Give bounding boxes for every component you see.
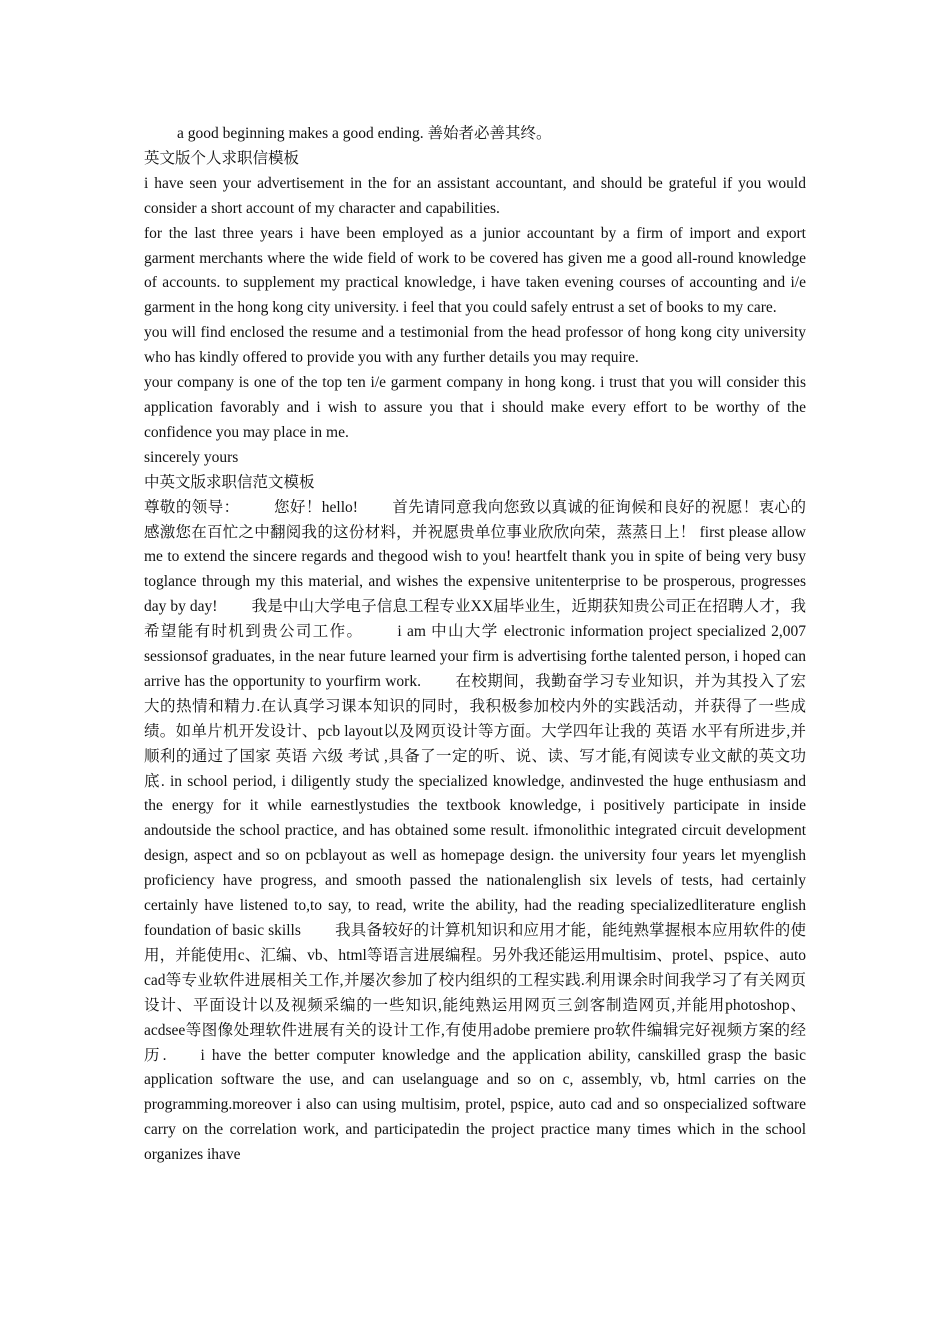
- letter2-sentence-1-cn: 首先请同意我向您致以真诚的征询候和良好的祝愿！衷心的感激您在百忙之中翻阅我的这份材料，并祝愿贵单位事业欣欣向荣，蒸蒸日上！: [144, 498, 806, 541]
- section-title-bilingual-letter: 中英文版求职信范文模板: [144, 473, 315, 491]
- letter2-sentence-4-en: i have the better computer knowledge and the application ability, canskilled grasp the basic application software the use, and can uselanguage and so on c, assembly, vb, html carries on the programming.moreover i also can using multisim, protel, pspice, auto cad and so onspecialized software carry on the correlation work, and participatedin the project practice many times which in the school organizes ihave: [144, 1046, 806, 1164]
- letter2-sentence-2-cn: 我是中山大学电子信息工程专业XX届毕业生，近期获知贵公司正在招聘人才，我希望能有时机到贵公司工作。: [144, 598, 807, 641]
- letter1-paragraph-3: you will find enclosed the resume and a testimonial from the head professor of hong kong city university who has kindly offered to provide you with any further details you may require.: [144, 324, 806, 367]
- letter1-closing: sincerely yours: [144, 448, 239, 466]
- letter2-sentence-2-en: i am 中山大学 electronic information project specialized 2,007 sessionsof graduates, in the near future learned your firm is advertising forthe talented person, i hoped can arrive has the opportunity to yourfirm work.: [144, 623, 806, 690]
- letter2-sentence-1-en: first please allow me to extend the sincere regards and thegood wish to you! heartfelt thank you in spite of being very busy toglance through my this material, and wishes the expensive unitenterprise to be prosperous, progresses day by day!: [144, 523, 807, 616]
- letter1-paragraph-4: your company is one of the top ten i/e garment company in hong kong. i trust that you will consider this application favorably and i wish to assure you that i should make every effort to be worthy of the confidence you may place in me.: [144, 374, 806, 441]
- motto: a good beginning makes a good ending. 善始者必善其终。: [177, 125, 552, 142]
- letter1-paragraph-1: i have seen your advertisement in the for an assistant accountant, and should be grateful if you would consider a short account of my character and capabilities.: [144, 174, 806, 217]
- letter2-sentence-3-cn: 在校期间，我勤奋学习专业知识，并为其投入了宏大的热情和精力.在认真学习课本知识的同时，我积极参加校内外的实践活动，并获得了一些成绩。如单片机开发设计、pcb layout以及网页设计等方面。大学四年让我的 英语 水平有所进步,并顺利的通过了国家 英语 六级 考试 ,具备了一定的听、说、读、写才能,有阅读专业文献的英文功底.: [144, 672, 806, 790]
- letter2-hello: 您好！hello!: [273, 498, 358, 516]
- document-page: [144, 122, 806, 1168]
- section-title-english-letter: 英文版个人求职信模板: [144, 149, 300, 167]
- letter2-sentence-3-en: in school period, i diligently study the specialized knowledge, andinvested the huge enthusiasm and the energy for it while earnestlystudies the textbook knowledge, i positively participate in inside andoutside the school practice, and has obtained some result. ifmonolithic integrated circuit development design, aspect and so on pcblayout as well as homepage design. the university four years let myenglish proficiency have progress, and smooth passed the nationalenglish six levels of tests, had certainly certainly have listened to,to say, to read, write the ability, had the reading specializedliterature english foundation of basic skills: [144, 772, 806, 939]
- letter2-body: [144, 496, 806, 1168]
- letter1-paragraph-2: for the last three years i have been employed as a junior accountant by a firm of import and export garment merchants where the wide field of work to be covered has given me a good all-round knowledge of accounts. to supplement my practical knowledge, i have taken evening courses of accounting and i/e garment in the hong kong city university. i feel that you could safely entrust a set of books to my care.: [144, 224, 806, 317]
- letter2-greeting: 尊敬的领导：: [144, 498, 240, 516]
- letter2-sentence-4-cn: 我具备较好的计算机知识和应用才能，能纯熟掌握根本应用软件的使用，并能使用c、汇编、vb、html等语言进展编程。另外我还能运用multisim、protel、pspice、auto cad等专业软件进展相关工作,并屡次参加了校内组织的工程实践.利用课余时间我学习了有关网页设计、平面设计以及视频采编的一些知识,能纯熟运用网页三剑客制造网页,并能用photoshop、acdsee等图像处理软件进展有关的设计工作,有使用adobe premiere pro软件编辑完好视频方案的经历.: [144, 922, 806, 1064]
